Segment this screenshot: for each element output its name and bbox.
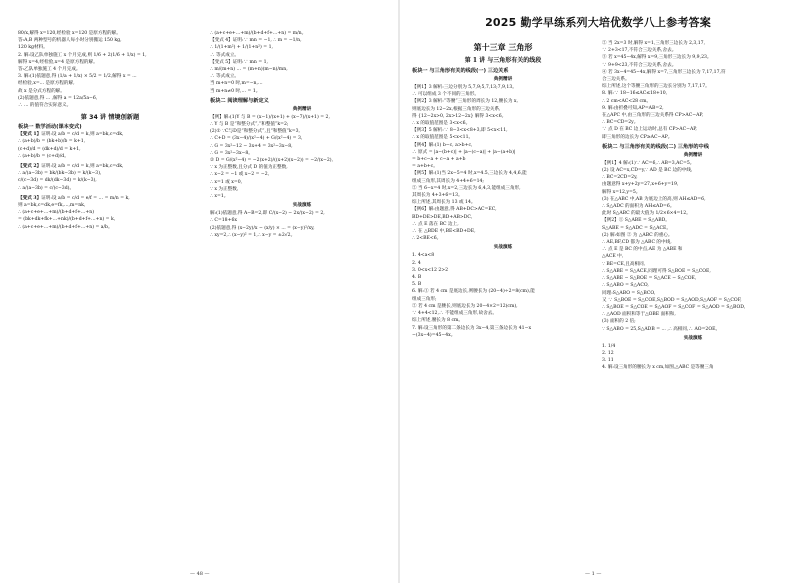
text-line: ∵ BE=CE,且高相同, <box>602 261 646 267</box>
text-line: ∴ BC=CD=2y。 <box>602 120 639 126</box>
right-col-2 <box>602 40 784 372</box>
text-line: 6. 解:① 若 4 cm 是底边长,则腰长为 (20−4)÷2=8(cm),能 <box>412 289 535 295</box>
practice-label: 实战演练 <box>683 335 703 341</box>
text-line: ② 若 4 cm 是腰长,则底边长为 20−4×2=12(cm), <box>412 303 518 309</box>
page-number: — 1 — <box>585 571 602 577</box>
text-line: ∴ S△ABO = S△ACO, <box>602 283 649 289</box>
example-lines <box>602 160 784 333</box>
text-line: 【例3】5 解析:∵ 8−3<x<8+3,即 5<x<11, <box>412 128 508 134</box>
text-line: 【例4】解:(1) b−c, a>b+c, <box>412 142 473 148</box>
example-label: 典例精讲 <box>292 106 312 112</box>
text-line: 综上所述,这个等腰三角形的三边长分别为 7,17,17。 <box>602 84 710 90</box>
text-line: 5. B <box>412 282 422 288</box>
text-line: (2) 解:如图 ② 为 △ABC 的重心。 <box>602 232 673 238</box>
text-line: (2)依题意,得 (x−2y)/x − (x/y) × ... = (x−y)²/xy, <box>210 225 315 231</box>
text-line: (3) 在△ABC 中,AB 为底边上的高,则 AH≤AD=6, <box>602 196 706 202</box>
text-line: ∴ G = 3x²−3x−8。 <box>210 150 253 156</box>
text-line: ∵ 4+4<12,∴ 不能组成三角形,故舍去。 <box>412 311 497 317</box>
text-line: ∴ 点 E 落在 BC 边上, <box>412 221 459 227</box>
text-line: ② 当 6−x=4 时,x=2,三边长为 6,4,3,能组成三角形, <box>412 185 521 191</box>
practice-lines <box>602 343 784 372</box>
text-line: 证明:设 a/b = c/d = k,则 a=bk,c=dk, <box>41 132 124 138</box>
text-line: 4. B <box>412 275 422 281</box>
left-col-1 <box>18 30 202 239</box>
text-line: ∵ x 为正整数,且分式 D 的值为正整数, <box>210 165 288 171</box>
text-line: ∵ 9+9<23,不符合三边关系,舍去。 <box>602 62 677 68</box>
text-line: ∴ (a+c+e+…+m)/(b+d+f+…+n) = a/b。 <box>18 224 113 230</box>
text-line: 3. 11 <box>602 358 614 364</box>
text-line: ∴ C=18+6x <box>210 218 237 224</box>
text-line: −(3x−4)=45−4x。 <box>412 332 456 338</box>
text-line: ∴ S△ADC 的面积为 AH≤AD=6。 <box>602 204 675 210</box>
answer-lines <box>210 30 394 95</box>
text-line: 由题意得 x+y+2y=27,x+6+y=19, <box>602 182 679 188</box>
text-line: 1. 4<a<8 <box>412 253 435 259</box>
answer-lines <box>602 40 784 141</box>
text-line: 2. 12 <box>602 350 614 356</box>
section-title: 第 34 讲 情境创新题 <box>80 114 140 122</box>
text-line: 同理:S△ABO = S△BCO, <box>602 290 656 296</box>
text-line: ④ 若 3x−4=45−4x,解得 x=7,三角形三边长为 7,17,17,符 <box>602 69 726 75</box>
text-line: (c+d)/d = (dk+d)/d = k+1, <box>18 146 81 152</box>
text-line: BD+DE>DE,BD+AB>DC, <box>412 214 473 220</box>
text-line: ∴ 可以组成 3 个不同的三角形。 <box>412 92 480 98</box>
variant-label: 【变式 3】 <box>18 195 42 201</box>
text-line: ∴ a/(a−3b) = bk/(bk−3b) = k/(k−3), <box>18 171 102 177</box>
block-title: 板块二 阅读理解与新定义 <box>210 97 269 104</box>
text-line: ∴ x 的取值范围是 3<x<6。 <box>412 121 471 127</box>
text-line: 证明:设 a/b = c/d = k,则 a=bk,c=dk, <box>41 164 124 170</box>
text-line: 又 ∵ S△BOE = S△COE,S△BOD = S△AOD,S△AOF = S△COF, <box>602 297 742 303</box>
text-line: 合三边关系。 <box>602 77 630 83</box>
text-line: 3. 0<x<12 2>2 <box>412 267 449 273</box>
text-line: = a+b+c。 <box>412 164 438 170</box>
text-line: ∵ 点 D 在 BC 边上运动时,总有 CP>AC−AP, <box>602 127 697 133</box>
text-line: = (bk+dk+fk+…+nk)/(b+d+f+…+n) = k, <box>18 217 116 223</box>
example-lines <box>210 114 394 200</box>
text-line: 【例1】3 解析:三边分别为 5,7,9;5,7,13;7,9,13。 <box>412 85 517 90</box>
text-line: ∴ 2 cm<AC<28 cm。 <box>602 98 652 104</box>
text-line: ∴ x=1。 <box>210 194 229 200</box>
text-line: ∴ Y 与 B 是“和整分式”,“和整值”k=2; <box>210 122 289 128</box>
text-line: 【例6】解:由题意,得 AB+DC>AC=EC, <box>412 207 497 213</box>
example-label: 典例精讲 <box>493 77 513 82</box>
text-line: ∴ 点 E 是 BC 的中点,AE 为 △ABE 和 <box>602 247 683 253</box>
variant-label: 【变式 2】 <box>18 164 42 170</box>
lecture-title: 第 1 讲 与三角形有关的线段 <box>464 57 542 64</box>
text-line: ∴ C+D = (3x−4)/(x²−4) + G/(x²−4) = 3, <box>210 136 303 142</box>
practice-lines <box>210 210 394 239</box>
text-line: ∴ x 的取值范围是 5<x<11。 <box>412 135 474 141</box>
text-line: ∴ 等式成立。 <box>210 74 240 80</box>
practice-label: 实战演练 <box>493 245 513 251</box>
variant-label: 【变式 1】 <box>18 132 42 138</box>
text-line: 即三角形的边长为 CP≥AC−AP。 <box>602 134 673 140</box>
text-line: 【例】解:(1)Y 与 B = (x−1)/(x+1) + (x−7)/(x+1) = 2, <box>210 114 330 120</box>
variant-block <box>18 163 202 192</box>
block-title: 板块二 与三角形有关的线段(二) 三角形的中线 <box>602 143 709 150</box>
text-line: ∵ S△ABO = 25,S△ADB = ... ,∴ 高相同,∴ AO=2OE。 <box>602 326 721 332</box>
text-line: 1. 1/4 <box>602 343 616 349</box>
text-line: △ACE 中, <box>602 254 624 260</box>
text-line: 【例5】解:(1)当 2x−5=4 时,x=4.5,三边长为 4,4,6,能 <box>412 171 527 177</box>
text-line: ∵ x 为正整数, <box>210 186 239 192</box>
variant-block <box>18 131 202 160</box>
practice-lines <box>412 252 594 338</box>
block-title: 板块一 与三角形有关的线段(一) 三边关系 <box>412 68 509 74</box>
text-line: 当 m+n≠0 时,… = 1。 <box>210 88 261 94</box>
text-line: ③ 若 x=45−4x,解得 x=9,三角形三边长为 9,9,23。 <box>602 55 712 61</box>
text-line: ∴ 原式 = |a−(b+c)| + |a−(c−a)| + |a−(a+b)| <box>412 149 516 155</box>
text-line: c/(c−3d) = dk/(dk−3d) = k/(k−3), <box>18 178 97 184</box>
right-col-1 <box>412 40 594 372</box>
example-lines <box>412 84 594 242</box>
text-line: (2)依题意,得 ... ,解得 a = 12a/5a−6, <box>18 95 98 101</box>
text-line: 解:(1)依题意,得 A−B=2,即 C/(x−2) − 2x/(x−2) = 2, <box>210 211 325 217</box>
text-line: 8. 解:∵ 18−16≤AC≤18+10, <box>602 91 668 97</box>
text-line: 组成三角形; <box>412 296 437 302</box>
text-line: 此时 S△ABC 的最大值为 1/2×6×4=12。 <box>602 211 691 217</box>
text-line: ∴ m/(m+n) … = (m+n)(m−n)/mn, <box>210 67 288 73</box>
book-banner-title: 2025 勤学早练系列大培优数学八上参考答案 <box>485 16 711 29</box>
text-line: ∴ a/(a−3b) = c/(c−3d)。 <box>18 185 75 191</box>
text-line: 则 a=bk,c=dk,e=fk,…,m=nk, <box>18 203 86 209</box>
text-line: 则底边长为 12−2x,根据三角形的三边关系, <box>412 106 501 112</box>
text-line: ∴ G = 3x²−12 − 3x+4 = 3x²−3x−8, <box>210 143 293 149</box>
text-line: ∴ S△ABE = S△ACE,同理可得 S△BOE = S△COE, <box>602 268 711 274</box>
answer-lines <box>18 30 202 109</box>
text-line: 9. 解:由折叠可知,AP=AB=2, <box>602 105 664 111</box>
text-line: 当 m+n=0 时,m=−n,… <box>210 81 263 87</box>
text-line: ∴ (a+c+e+…+m)/(b+d+f+…+n) <box>18 210 95 216</box>
text-line: ∴ ... 的值符合实际意义。 <box>18 103 72 109</box>
text-line: ② 当 2x=3 时,解得 x=1,三角形三边长为 2,3,17, <box>602 41 706 46</box>
text-line: 解得 x=4,经检验,x=4 是原方程的解。 <box>18 59 98 65</box>
text-line: 7. 解:设三角形的第二条边长为 3x−4,第三条边长为 41−x <box>412 325 532 331</box>
text-line: S△ABE = S△ADC = S△ACE。 <box>602 225 671 231</box>
text-line: 答:A,B 两种型号的机器人每小时分别搬运 150 kg, <box>18 38 122 44</box>
text-line: 【例1】4 解:(1)∵ AC=6,∴ AB=3,AC=5。 <box>602 160 695 166</box>
right-page <box>400 0 800 583</box>
text-line: 4. 解:设三角形的腰长为 x cm,如图,△ABC 是等腰三角 <box>602 365 714 371</box>
text-line: 【例2】① S△ABE = S△ABD。 <box>602 218 670 224</box>
text-line: = b+c−a + c−a + a+b <box>412 157 466 163</box>
text-line: ∴ xy=2,∴ (x−y)² = 1,∴ x−y = ±2√2。 <box>210 232 296 238</box>
left-columns <box>18 30 394 239</box>
text-line: ∴ S△ABE − S△BOE = S△ACE − S△COE, <box>602 276 697 282</box>
text-line: ∴ △AOD 面积和等于△OBE 面积和, <box>602 312 676 318</box>
text-line: ∴ x=1 或 x=0, <box>210 179 243 185</box>
text-line: 80/x,解得 x=120,经检验 x=120 是原方程的解。 <box>18 31 121 36</box>
text-line: ∴ 在 △BDE 中,BE<BD+DE, <box>412 229 476 235</box>
text-line: 其周长为 4+3+6=13。 <box>412 193 463 199</box>
text-line: 组成三角形,其周长为 4+4+6=14; <box>412 178 484 184</box>
text-line: ∴ (a+c+e+…+m)/(b+d+f+…+n) = m/n。 <box>210 31 307 36</box>
text-line: 证明:设 a/b = c/d = e/f = … = m/n = k, <box>41 195 130 201</box>
text-line: ∴ x−2 = −1 或 x−2 = −2, <box>210 172 270 178</box>
text-line: 【变式 5】证明:∵ mn = 1, <box>210 59 269 65</box>
text-line: 2. 4 <box>412 260 421 266</box>
text-line: ∴ AE,BF,CD 都为 △ABC 的中线, <box>602 240 672 246</box>
block-title: 板块一 数学活动(课本变式) <box>18 124 82 131</box>
variant-block <box>18 195 202 231</box>
text-line: ∴ (a+b)/b = (bk+b)/b = k+1, <box>18 139 86 145</box>
text-line: (2) 设 AC=x,CD=y,∵ AD 是 BC 边的中线, <box>602 168 693 174</box>
text-line: 综上所述,其周长为 13 或 14。 <box>412 200 476 206</box>
text-line: 120 kg材料。 <box>18 45 48 51</box>
text-line: 答:乙队单独施工 4 个月完成。 <box>18 67 81 73</box>
text-line: 综上所述,腰长为 8 cm。 <box>412 318 463 324</box>
text-line: 解得 x=12,y=5。 <box>602 189 641 195</box>
text-line: 3. 解:(1)依题意,得 (1/a + 1/x) × 5/2 = 1/2,解得 x = ... <box>18 74 137 80</box>
text-line: ∴ S△BOE = S△COE = S△AOF = S△COF = S△AOD = S△BOD, <box>602 304 746 310</box>
text-line: 2. 解:设乙队单独施工 x 个月完成,则 1/6 + 2(1/6 + 1/x) = 1, <box>18 52 147 58</box>
chapter-title: 第十三章 三角形 <box>473 42 533 52</box>
text-line: ∴ BC=2CD=2y, <box>602 175 638 181</box>
text-line: ∴ 1/(1+m²) + 1/(1+n²) = 1, <box>210 45 273 51</box>
example-label: 典例精讲 <box>683 152 703 158</box>
practice-label: 实战演练 <box>292 203 312 209</box>
text-line: (3) 面积的 2 倍; <box>602 319 636 325</box>
text-line: 故 x 是分式方程的解。 <box>18 88 65 94</box>
text-line: 【例2】3 解析:“等腰”三角形的周长为 12,腰长为 x, <box>412 99 518 105</box>
text-line: (2)① ∵C与D是“和整分式”,且“和整值”k=3, <box>210 129 301 135</box>
text-line: 在△APC 中,由三角形的三边关系得 CP>AC−AP, <box>602 113 704 119</box>
text-line: ∵ 2+3<17,不符合三边关系,舍去。 <box>602 48 677 54</box>
text-line: 【变式 4】证明:∵ mn = −1, ∴ m = −1/n, <box>210 38 302 44</box>
page-number: — 48 — <box>190 571 210 577</box>
text-line: ∴ 等式成立。 <box>210 52 240 58</box>
text-line: ∴ (a+b)/b = (c+d)/d。 <box>18 153 69 159</box>
text-line: 经检验,x=... 是原方程的解, <box>18 81 75 87</box>
right-columns <box>412 40 784 372</box>
text-line: 得 {12−2x>0, 2x>12−2x} 解得 3<x<6。 <box>412 113 507 119</box>
text-line: ∴ 2<BE<6。 <box>412 236 442 242</box>
left-col-2 <box>210 30 394 239</box>
text-line: ② D = G/(x²−4) = −2(x+2)/((x+2)(x−2)) = −2/(x−2), <box>210 158 334 164</box>
